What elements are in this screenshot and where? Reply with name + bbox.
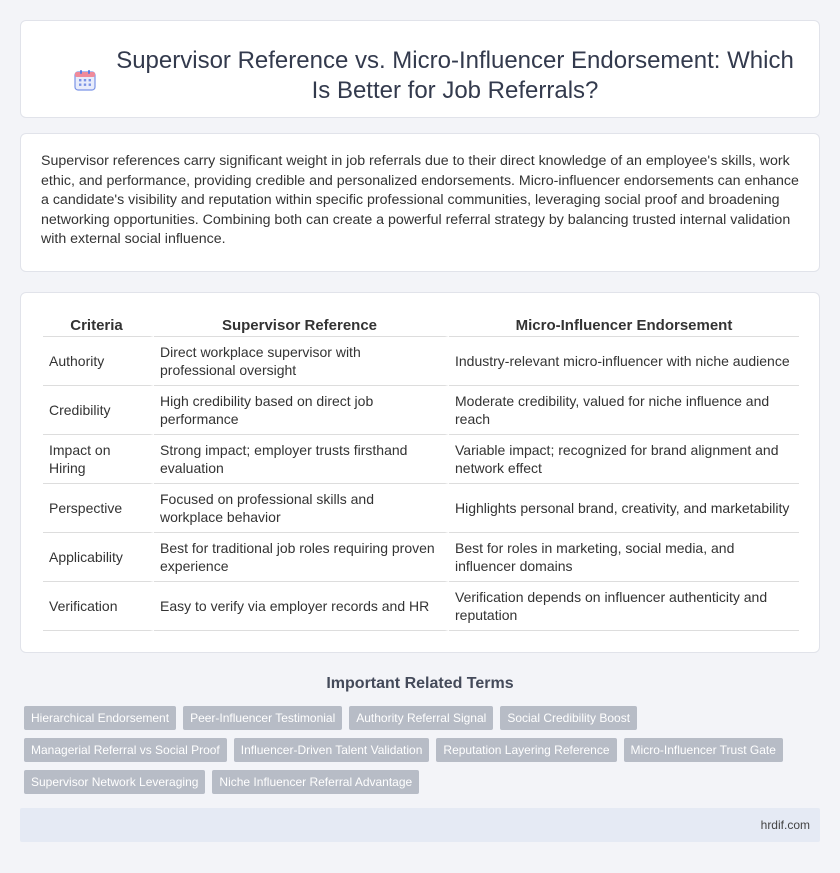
influencer-cell: Best for roles in marketing, social media, and influencer domains xyxy=(449,533,799,582)
related-term-tag[interactable]: Social Credibility Boost xyxy=(500,706,637,730)
related-terms-title: Important Related Terms xyxy=(326,675,514,692)
table-row xyxy=(43,435,799,484)
table-row xyxy=(43,484,799,533)
related-term-tag[interactable]: Micro-Influencer Trust Gate xyxy=(624,738,783,762)
criteria-cell: Perspective xyxy=(43,484,154,533)
header-micro-influencer-endorsement: Micro-Influencer Endorsement xyxy=(449,315,799,337)
influencer-cell: Moderate credibility, valued for niche influence and reach xyxy=(449,386,799,435)
supervisor-cell: Strong impact; employer trusts firsthand evaluation xyxy=(154,435,449,484)
related-term-tag[interactable]: Peer-Influencer Testimonial xyxy=(183,706,342,730)
related-terms-tags xyxy=(24,706,804,802)
related-term-tag[interactable]: Influencer-Driven Talent Validation xyxy=(234,738,430,762)
related-term-tag[interactable]: Supervisor Network Leveraging xyxy=(24,770,205,794)
influencer-cell: Verification depends on influencer authenticity and reputation xyxy=(449,582,799,631)
table-row xyxy=(43,533,799,582)
summary-paragraph: Supervisor references carry significant weight in job referrals due to their direct knowledge of an employee's skills, work ethic, and performance, providing credible and personalized endorsements. Micro-influencer endorsements can enhance a candidate's visibility and reputation within specific professional communities, leveraging social proof and broadening networking opportunities. Combining both can create a powerful referral strategy by balancing trusted internal validation with external social influence. xyxy=(41,153,799,247)
criteria-cell: Verification xyxy=(43,582,154,631)
criteria-cell: Credibility xyxy=(43,386,154,435)
table-row xyxy=(43,582,799,631)
footer-site-link[interactable]: hrdif.com xyxy=(760,818,810,832)
criteria-cell: Applicability xyxy=(43,533,154,582)
tag-row xyxy=(24,738,804,762)
related-term-tag[interactable]: Reputation Layering Reference xyxy=(436,738,616,762)
related-term-tag[interactable]: Niche Influencer Referral Advantage xyxy=(212,770,419,794)
header-criteria: Criteria xyxy=(43,315,154,337)
footer xyxy=(20,808,820,842)
supervisor-cell: Best for traditional job roles requiring proven experience xyxy=(154,533,449,582)
tag-row xyxy=(24,770,804,794)
header-supervisor-reference: Supervisor Reference xyxy=(154,315,449,337)
related-term-tag[interactable]: Managerial Referral vs Social Proof xyxy=(24,738,227,762)
supervisor-cell: Direct workplace supervisor with professional oversight xyxy=(154,337,449,386)
criteria-cell: Authority xyxy=(43,337,154,386)
criteria-cell: Impact on Hiring xyxy=(43,435,154,484)
title-card xyxy=(20,20,820,118)
comparison-table-card xyxy=(20,292,820,653)
comparison-table xyxy=(43,315,799,631)
supervisor-cell: High credibility based on direct job performance xyxy=(154,386,449,435)
supervisor-cell: Easy to verify via employer records and HR xyxy=(154,582,449,631)
table-row xyxy=(43,386,799,435)
influencer-cell: Variable impact; recognized for brand alignment and network effect xyxy=(449,435,799,484)
summary-card xyxy=(20,133,820,272)
influencer-cell: Highlights personal brand, creativity, and marketability xyxy=(449,484,799,533)
related-term-tag[interactable]: Authority Referral Signal xyxy=(349,706,493,730)
supervisor-cell: Focused on professional skills and workplace behavior xyxy=(154,484,449,533)
table-header-row xyxy=(43,315,799,337)
table-row xyxy=(43,337,799,386)
tag-row xyxy=(24,706,804,730)
influencer-cell: Industry-relevant micro-influencer with niche audience xyxy=(449,337,799,386)
page-title: Supervisor Reference vs. Micro-Influencer Endorsement: Which Is Better for Job Referrals? xyxy=(116,47,794,104)
related-term-tag[interactable]: Hierarchical Endorsement xyxy=(24,706,176,730)
